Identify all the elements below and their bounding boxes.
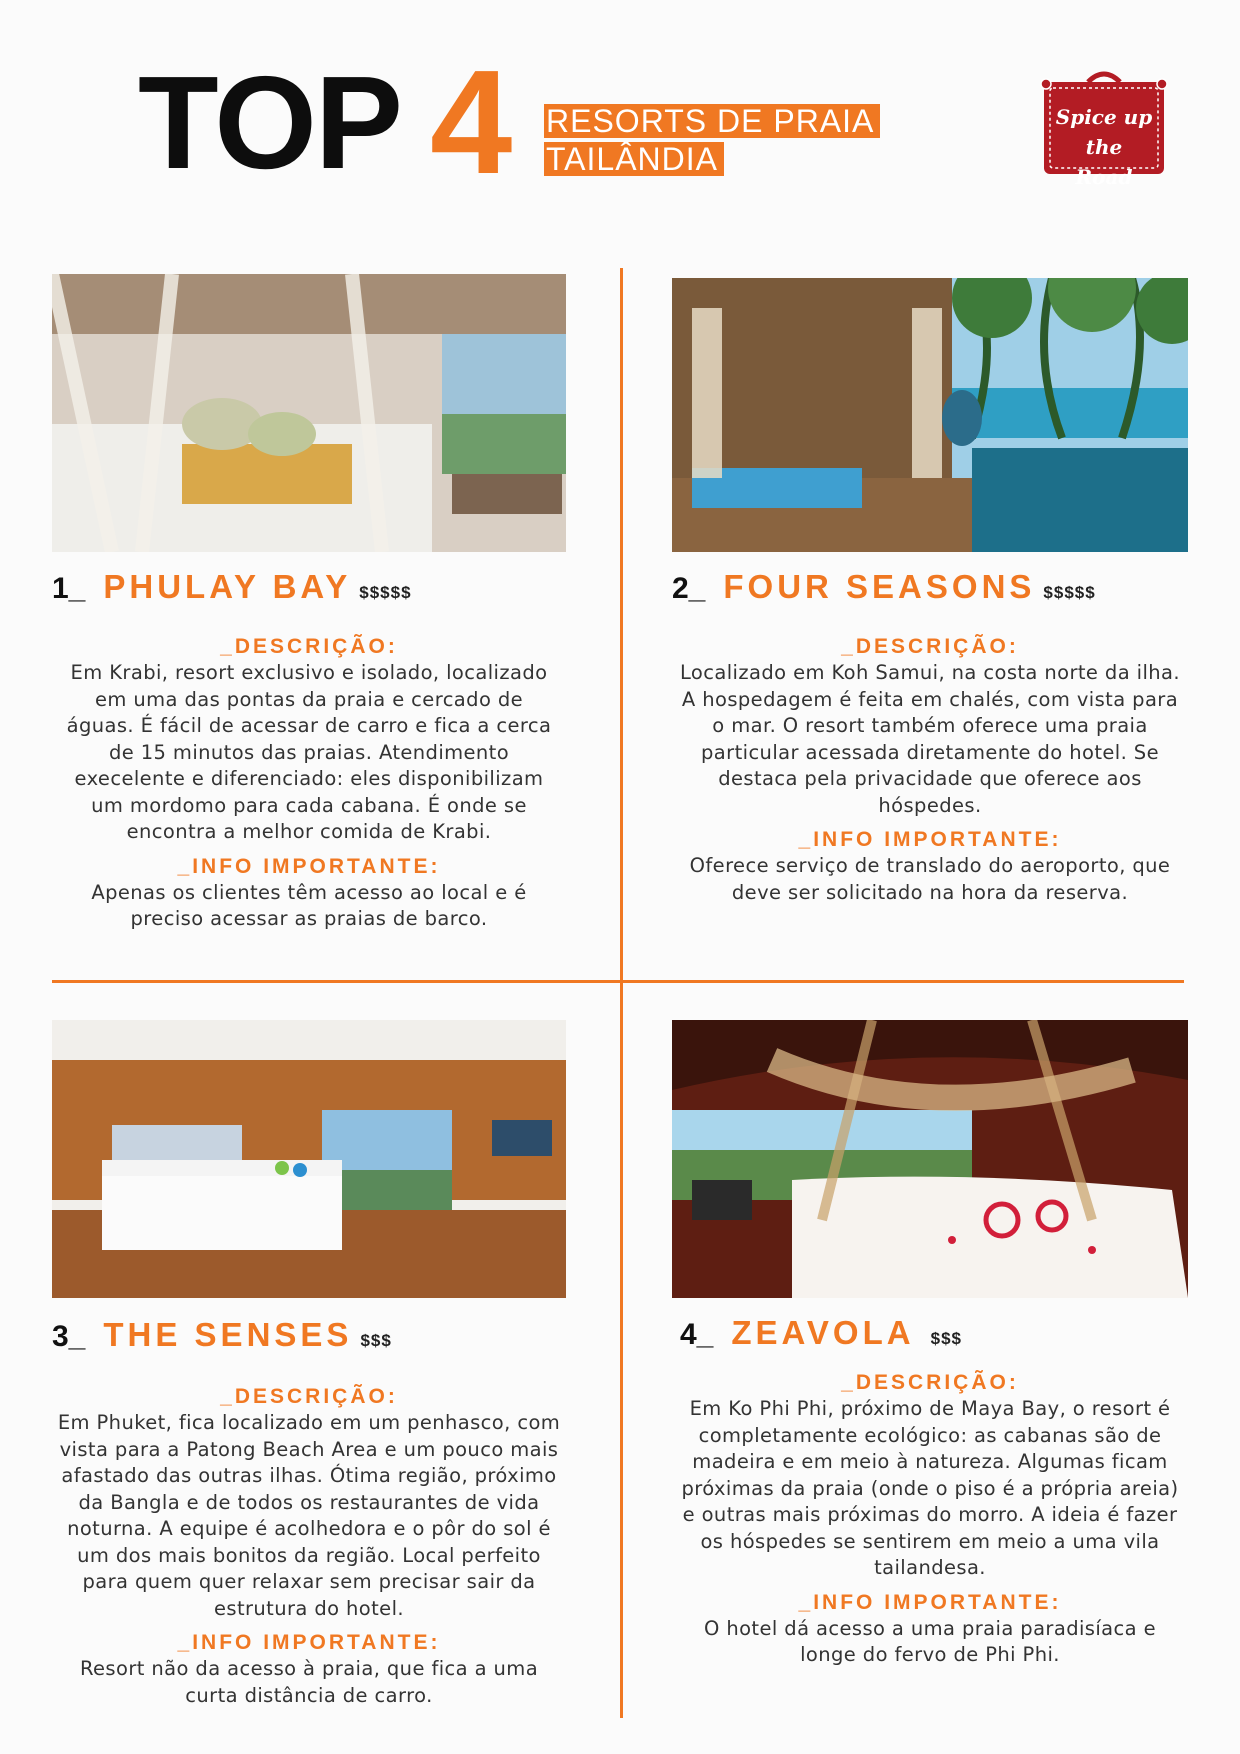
resort-2-price: $$$$$ (1043, 583, 1096, 602)
resort-3-description-line: afastado das outras ilhas. Ótima região, próximo (61, 1464, 557, 1487)
resort-3-description-line: para quem quer relaxar sem precisar sair da (82, 1570, 536, 1593)
resort-1-description-line: um mordomo para cada cabana. É onde se (91, 793, 527, 817)
resort-4-number: 4_ (680, 1318, 714, 1351)
resort-1-info-label: _INFO IMPORTANTE: (177, 854, 441, 878)
subtitle-line-1: RESORTS DE PRAIA (544, 104, 880, 138)
vertical-divider (620, 268, 623, 1718)
resort-2-description-line: hóspedes. (878, 793, 982, 817)
resort-3-description-line: estrutura do hotel. (213, 1596, 404, 1620)
resort-2-description (662, 660, 1198, 819)
resort-1-name: PHULAY BAY (103, 568, 352, 605)
resort-4-info-line: longe do fervo de Phi Phi. (800, 1643, 1060, 1666)
resort-1-description-line: Em Krabi, resort exclusivo e isolado, localizado (70, 661, 548, 684)
resort-1-description-line: águas. É fácil de acessar de carro e fica a cerca (66, 714, 552, 737)
resort-2-description-line: destaca pela privacidade que oferece aos (718, 767, 1142, 790)
resort-1-price: $$$$$ (359, 583, 412, 602)
resort-3-number: 3_ (52, 1320, 86, 1353)
resort-3-name: THE SENSES (103, 1316, 353, 1353)
resort-1-info (52, 880, 566, 933)
resort-4-description-line: Em Ko Phi Phi, próximo de Maya Bay, o resort é (689, 1397, 1171, 1420)
resort-3-info-line: curta distância de carro. (185, 1683, 433, 1707)
resort-3-description-line: vista para a Patong Beach Area e um pouco mais (59, 1437, 559, 1461)
resort-3-description-line: Em Phuket, fica localizado em um penhasco, com (57, 1411, 561, 1434)
resort-3-description-line: noturna. A equipe é acolhedora e o pôr do sol é (67, 1517, 551, 1540)
resort-4-info-label: _INFO IMPORTANTE: (798, 1590, 1062, 1614)
resort-3-photo (52, 1020, 566, 1298)
resort-2-info-line: Oferece serviço de translado do aeroporto, que (689, 854, 1171, 877)
resort-3-info-label: _INFO IMPORTANTE: (177, 1631, 441, 1654)
resort-1-text (52, 634, 566, 933)
resort-3-info (42, 1656, 576, 1709)
resort-4-description-line: completamente ecológico: as cabanas são de (698, 1423, 1162, 1447)
resort-2-number: 2_ (672, 572, 706, 605)
resort-4-info (662, 1616, 1198, 1669)
resort-4-text (662, 1370, 1198, 1669)
resort-4-description-line: e outras mais próximas do morro. A ideia é fazer (682, 1503, 1178, 1526)
resort-1-info-line: preciso acessar as praias de barco. (130, 907, 488, 930)
resort-4-description-line: os hóspedes se sentirem em meio a uma vila (700, 1529, 1160, 1553)
resort-2-text (662, 634, 1198, 906)
resort-3-description-line: um dos mais bonitos da região. Local perfeito (77, 1543, 541, 1567)
horizontal-divider (52, 980, 1184, 983)
resort-4-name: ZEAVOLA (731, 1314, 915, 1351)
resort-4-description-line: tailandesa. (874, 1556, 986, 1579)
resort-2-description-line: o mar. O resort também oferece uma praia (712, 714, 1148, 737)
resort-1-heading (52, 568, 412, 606)
logo-text-line-2: the Road (1075, 135, 1133, 189)
resort-4-info-line: O hotel dá acesso a uma praia paradisíaca e (704, 1616, 1156, 1640)
resort-1-number: 1_ (52, 572, 86, 605)
resort-2-info-line: deve ser solicitado na hora da reserva. (731, 880, 1129, 904)
resort-1-description-line: em uma das pontas da praia e cercado de (94, 687, 524, 711)
title-number: 4 (430, 40, 513, 205)
resort-2-description-line: A hospedagem é feita em chalés, com vista para (681, 687, 1179, 711)
resort-2-description-line: Localizado em Koh Samui, na costa norte da ilha. (680, 661, 1180, 684)
spice-up-the-road-logo (1036, 68, 1172, 189)
resort-4-price: $$$ (930, 1329, 962, 1348)
title-top-word: TOP (138, 49, 401, 196)
subtitle (544, 104, 884, 180)
resort-1-photo (52, 274, 566, 552)
resort-2-description-line: particular acessada diretamente do hotel. Se (701, 740, 1159, 764)
resort-2-name: FOUR SEASONS (723, 568, 1036, 605)
resort-3-description (42, 1410, 576, 1622)
resort-4-description-line: madeira e em meio à natureza. Algumas ficam (692, 1450, 1168, 1473)
resort-1-description-label: _DESCRIÇÃO: (220, 635, 398, 658)
resort-2-info-label: _INFO IMPORTANTE: (798, 828, 1062, 851)
resort-4-description-label: _DESCRIÇÃO: (841, 1371, 1019, 1394)
logo-text-line-1: Spice up (1055, 105, 1153, 129)
resort-1-description (52, 660, 566, 846)
resort-2-info (662, 853, 1198, 906)
resort-1-info-line: Apenas os clientes têm acesso ao local e é (91, 880, 527, 904)
resort-4-description-line: próximas da praia (onde o piso é a própria areia) (681, 1476, 1179, 1500)
resort-1-description-line: encontra a melhor comida de Krabi. (126, 820, 492, 843)
resort-3-description-line: da Bangla e de todos os restaurantes de vida (78, 1490, 540, 1514)
resort-1-description-line: execelente e diferenciado: eles disponibilizam (74, 767, 544, 790)
resort-3-price: $$$ (360, 1331, 392, 1350)
resort-3-heading (52, 1316, 392, 1354)
resort-2-heading (672, 568, 1096, 606)
resort-4-heading (680, 1314, 962, 1352)
resort-1-description-line: de 15 minutos das praias. Atendimento (108, 740, 510, 764)
resort-3-description-label: _DESCRIÇÃO: (220, 1385, 398, 1408)
resort-4-description (662, 1396, 1198, 1582)
resort-2-photo (672, 278, 1188, 552)
resort-3-text (42, 1384, 576, 1709)
subtitle-line-2: TAILÂNDIA (544, 142, 724, 176)
resort-2-description-label: _DESCRIÇÃO: (841, 635, 1019, 658)
resort-4-photo (672, 1020, 1188, 1298)
resort-3-info-line: Resort não da acesso à praia, que fica a uma (79, 1657, 539, 1680)
